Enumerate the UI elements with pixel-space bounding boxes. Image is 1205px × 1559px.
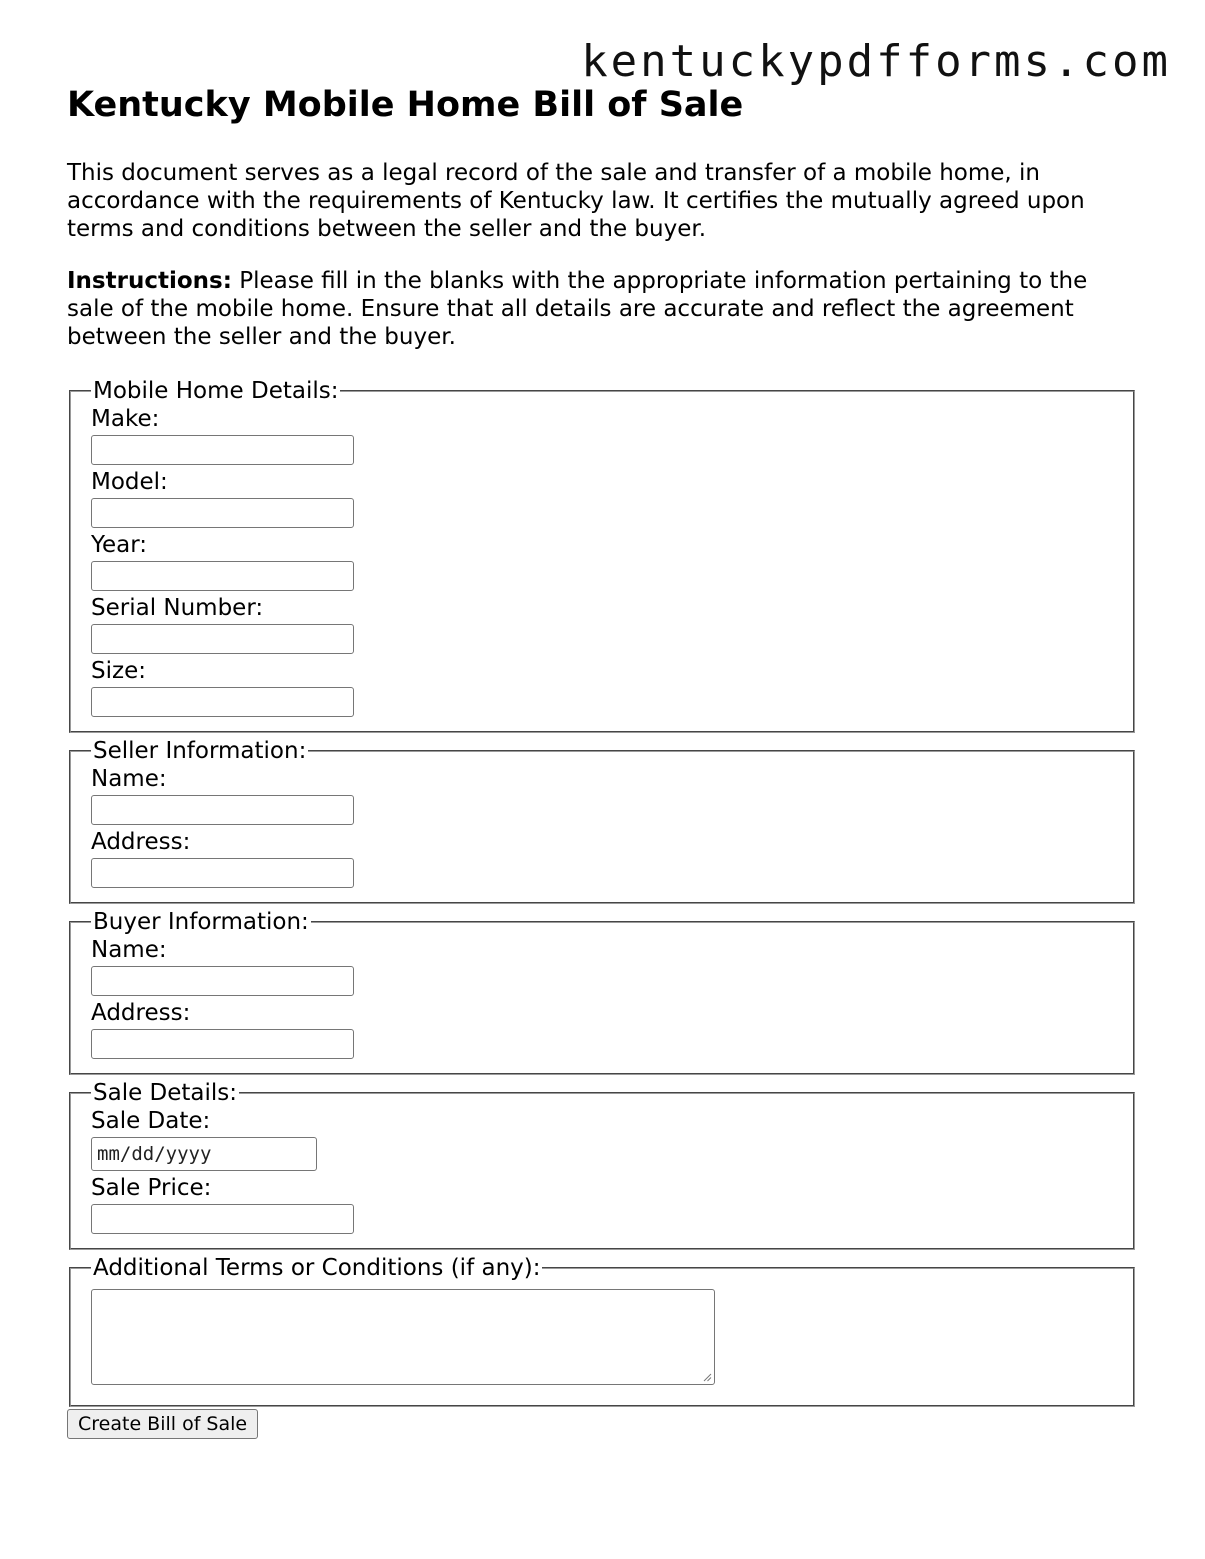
create-bill-of-sale-button[interactable]: Create Bill of Sale <box>67 1409 258 1439</box>
bill-of-sale-document <box>67 86 1137 1439</box>
buyer-address-label: Address: <box>91 1000 191 1026</box>
serial-number-input[interactable] <box>91 624 354 654</box>
mobile-home-details-legend: Mobile Home Details: <box>93 378 339 404</box>
mobile-home-details-section <box>69 377 1135 733</box>
buyer-information-legend: Buyer Information: <box>93 909 309 935</box>
sale-details-legend: Sale Details: <box>93 1080 238 1106</box>
serial-number-label: Serial Number: <box>91 595 264 621</box>
buyer-name-label: Name: <box>91 937 167 963</box>
site-watermark: kentuckypdfforms.com <box>581 36 1171 87</box>
seller-name-label: Name: <box>91 766 167 792</box>
page-title: Kentucky Mobile Home Bill of Sale <box>67 85 744 125</box>
model-label: Model: <box>91 469 168 495</box>
seller-information-section <box>69 737 1135 904</box>
resize-grip-icon[interactable] <box>702 1372 712 1382</box>
instructions-text: Please fill in the blanks with the appropriate information pertaining to the sale of the mobile home. Ensure that all details are accurate and reflect the agreement between the seller and the buyer. <box>67 268 1088 350</box>
sale-details-section <box>69 1079 1135 1250</box>
year-input[interactable] <box>91 561 354 591</box>
make-input[interactable] <box>91 435 354 465</box>
seller-information-legend: Seller Information: <box>93 738 307 764</box>
sale-date-label: Sale Date: <box>91 1108 211 1134</box>
year-label: Year: <box>91 532 148 558</box>
sale-price-input[interactable] <box>91 1204 354 1234</box>
buyer-information-section <box>69 908 1135 1075</box>
sale-price-label: Sale Price: <box>91 1175 212 1201</box>
buyer-address-input[interactable] <box>91 1029 354 1059</box>
seller-address-label: Address: <box>91 829 191 855</box>
additional-terms-legend: Additional Terms or Conditions (if any): <box>93 1255 541 1281</box>
buyer-name-input[interactable] <box>91 966 354 996</box>
seller-address-input[interactable] <box>91 858 354 888</box>
additional-terms-textarea[interactable] <box>91 1289 715 1385</box>
bill-of-sale-form <box>67 377 1137 1439</box>
additional-terms-section <box>69 1254 1135 1407</box>
model-input[interactable] <box>91 498 354 528</box>
sale-date-input[interactable]: mm/dd/yyyy <box>91 1137 317 1171</box>
size-label: Size: <box>91 658 146 684</box>
instructions-label: Instructions: <box>67 268 232 294</box>
intro-paragraph: This document serves as a legal record of the sale and transfer of a mobile home, in accordance with the requirements of Kentucky law. It certifies the mutually agreed upon terms and conditions between the seller and the buyer. <box>67 160 1085 242</box>
size-input[interactable] <box>91 687 354 717</box>
seller-name-input[interactable] <box>91 795 354 825</box>
make-label: Make: <box>91 406 160 432</box>
instructions-paragraph <box>67 267 1137 351</box>
